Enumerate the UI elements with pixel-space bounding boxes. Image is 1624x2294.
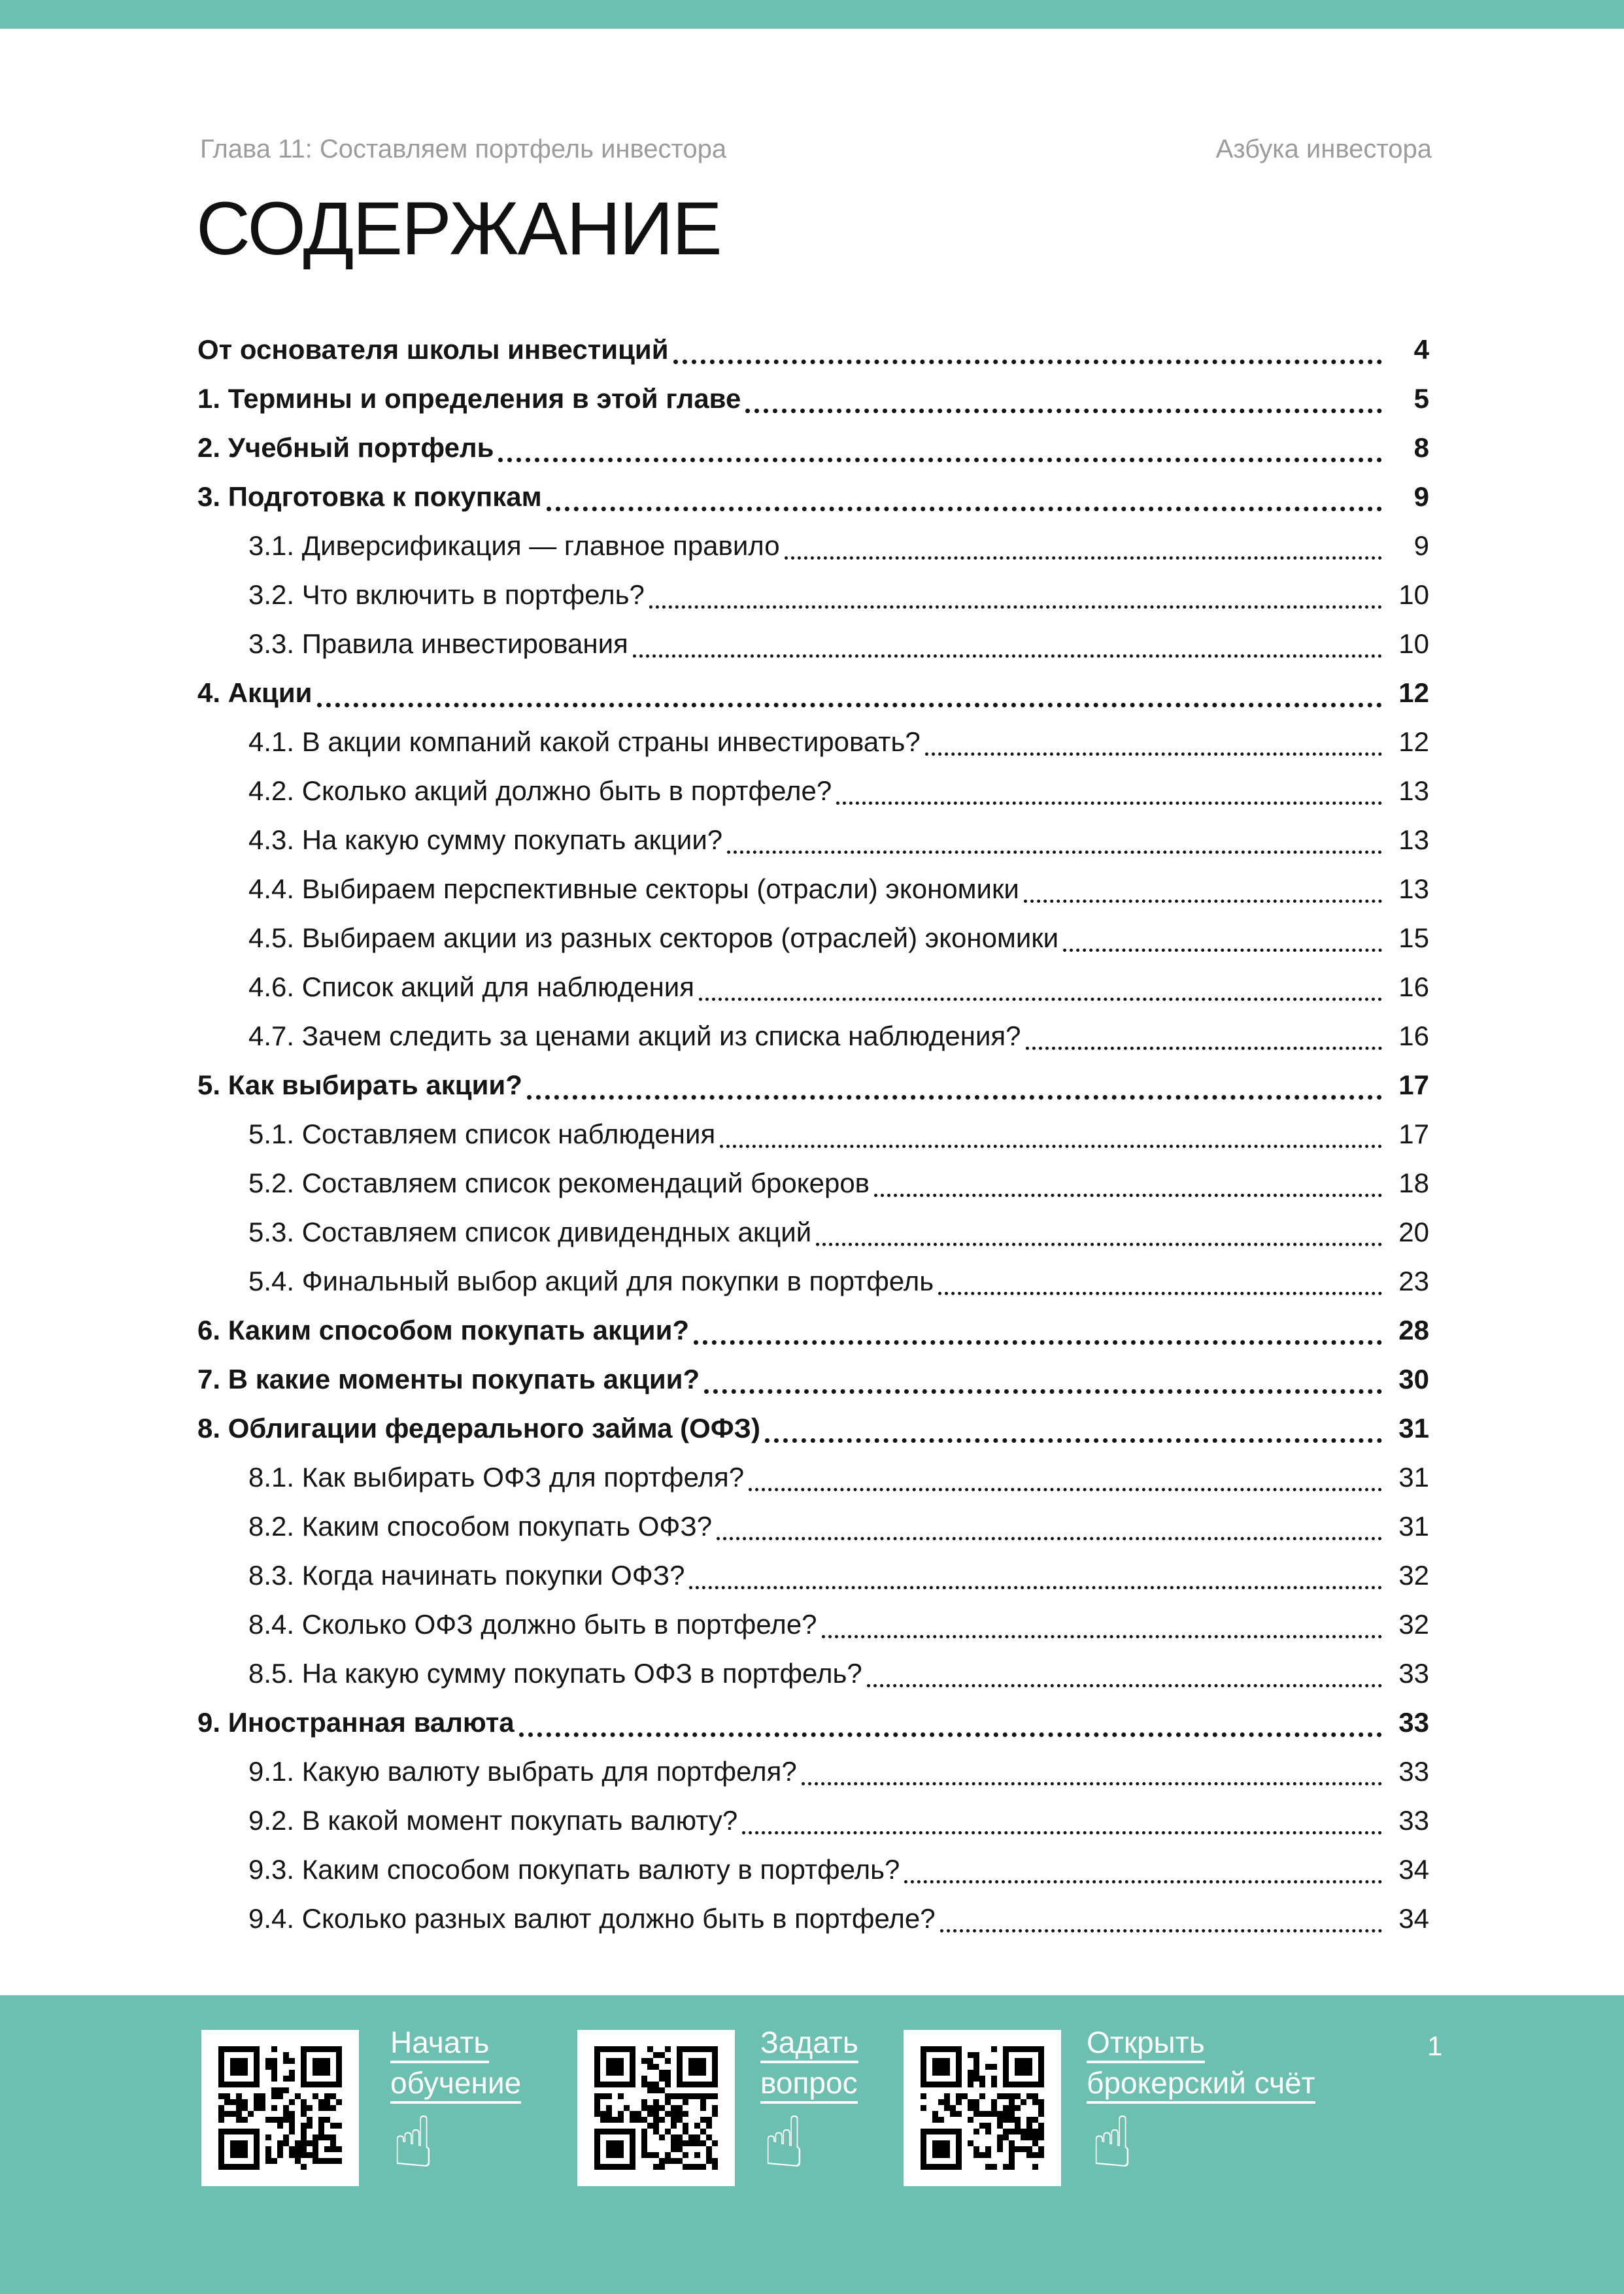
toc-entry-label: 8.5. На какую сумму покупать ОФЗ в портфель? [248, 1658, 862, 1689]
footer-link-start-learning[interactable] [390, 2027, 521, 2108]
toc-entry-label: 6. Каким способом покупать акции? [197, 1315, 690, 1345]
toc-entry-label: 3.3. Правила инвестирования [248, 628, 628, 659]
toc-entry-page-number: 34 [1398, 1854, 1429, 1885]
toc-entry-page-number: 10 [1398, 628, 1429, 659]
dot-leader [904, 1870, 1382, 1883]
toc-entry-label: От основателя школы инвестиций [197, 334, 669, 365]
toc-entry[interactable] [197, 1502, 1429, 1551]
toc-entry-page-number: 4 [1413, 334, 1429, 365]
dot-leader [633, 645, 1382, 658]
toc-entry-page-number: 18 [1398, 1168, 1429, 1198]
toc-entry-page-number: 12 [1398, 677, 1429, 708]
toc-entry[interactable] [197, 1796, 1429, 1845]
toc-entry-page-number: 28 [1398, 1315, 1429, 1345]
dot-leader [673, 351, 1382, 364]
toc-entry-page-number: 16 [1398, 971, 1429, 1002]
dot-leader [802, 1772, 1382, 1785]
toc-entry[interactable] [197, 1404, 1429, 1453]
toc-entry[interactable] [197, 962, 1429, 1011]
toc-entry-label: 3.1. Диверсификация — главное правило [248, 530, 780, 561]
footer-link-line: вопрос [760, 2068, 858, 2104]
toc-entry-label: 5.1. Составляем список наблюдения [248, 1119, 716, 1149]
toc-entry[interactable] [197, 766, 1429, 815]
dot-leader [699, 988, 1382, 1001]
dot-leader [749, 1478, 1382, 1491]
toc-entry-page-number: 16 [1398, 1020, 1429, 1051]
toc-entry-label: 9.2. В какой момент покупать валюту? [248, 1805, 738, 1836]
toc-entry[interactable] [197, 1207, 1429, 1257]
footer-link-line: брокерский счёт [1087, 2068, 1315, 2104]
toc-entry-label: 3. Подготовка к покупкам [197, 481, 542, 512]
footer-link-line: Начать [390, 2027, 489, 2063]
toc-entry[interactable] [197, 1747, 1429, 1796]
toc-entry-page-number: 9 [1413, 481, 1429, 512]
toc-entry[interactable] [197, 864, 1429, 913]
dot-leader [527, 1087, 1382, 1100]
footer-link-open-brokerage-account[interactable] [1087, 2027, 1315, 2108]
dot-leader [836, 792, 1382, 805]
toc-entry[interactable] [197, 1845, 1429, 1894]
footer-link-ask-question[interactable] [760, 2027, 858, 2108]
toc-entry-page-number: 10 [1398, 579, 1429, 610]
toc-entry-label: 4.5. Выбираем акции из разных секторов (отраслей) экономики [248, 922, 1059, 953]
toc-entry-page-number: 15 [1398, 922, 1429, 953]
toc-entry-label: 4.7. Зачем следить за ценами акций из списка наблюдения? [248, 1020, 1021, 1051]
dot-leader [742, 1821, 1382, 1834]
dot-leader [689, 1576, 1382, 1589]
dot-leader [727, 841, 1382, 854]
toc-entry-page-number: 33 [1398, 1658, 1429, 1689]
toc-entry-page-number: 20 [1398, 1217, 1429, 1247]
dot-leader [874, 1184, 1382, 1197]
qr-code-open-brokerage-account [904, 2030, 1061, 2186]
toc-entry[interactable] [197, 570, 1429, 619]
toc-entry-page-number: 34 [1398, 1903, 1429, 1934]
dot-leader [1024, 890, 1382, 903]
toc-entry-label: 9.4. Сколько разных валют должно быть в портфеле? [248, 1903, 936, 1934]
toc-entry-label: 4. Акции [197, 677, 313, 708]
toc-entry[interactable] [197, 1060, 1429, 1109]
toc-entry[interactable] [197, 1011, 1429, 1060]
toc-entry[interactable] [197, 668, 1429, 717]
dot-leader [649, 596, 1382, 609]
toc-entry-page-number: 12 [1398, 726, 1429, 757]
toc-entry-label: 8.3. Когда начинать покупки ОФЗ? [248, 1560, 685, 1591]
toc-entry-page-number: 23 [1398, 1266, 1429, 1296]
page-number: 1 [1427, 2031, 1443, 2061]
dot-leader [867, 1674, 1382, 1687]
toc-entry[interactable] [197, 1894, 1429, 1943]
footer-link-line: обучение [390, 2068, 521, 2104]
toc-entry-label: 8.1. Как выбирать ОФЗ для портфеля? [248, 1462, 745, 1493]
footer-link-line: Задать [760, 2027, 858, 2063]
toc-entry-page-number: 32 [1398, 1560, 1429, 1591]
toc-entry-label: 1. Термины и определения в этой главе [197, 383, 741, 414]
dot-leader [717, 1527, 1382, 1540]
footer-link-line: Открыть [1087, 2027, 1205, 2063]
dot-leader [765, 1430, 1382, 1443]
toc-entry-page-number: 30 [1398, 1364, 1429, 1394]
toc-entry-page-number: 17 [1398, 1070, 1429, 1100]
toc-entry[interactable] [197, 472, 1429, 521]
toc-entry[interactable] [197, 1158, 1429, 1207]
dot-leader [1063, 939, 1382, 952]
toc-entry-page-number: 33 [1398, 1707, 1429, 1738]
toc-entry-label: 4.6. Список акций для наблюдения [248, 971, 695, 1002]
toc-entry[interactable] [197, 913, 1429, 962]
toc-entry-page-number: 9 [1413, 530, 1429, 561]
dot-leader [694, 1332, 1382, 1345]
toc-entry-label: 5.3. Составляем список дивидендных акций [248, 1217, 812, 1247]
page-title: СОДЕРЖАНИЕ [196, 187, 721, 271]
toc-entry-page-number: 33 [1398, 1756, 1429, 1787]
toc-entry[interactable] [197, 1355, 1429, 1404]
dot-leader [816, 1233, 1382, 1246]
toc-entry[interactable] [197, 1551, 1429, 1600]
toc-entry-page-number: 33 [1398, 1805, 1429, 1836]
toc-entry-page-number: 8 [1413, 432, 1429, 463]
running-header-book-title: Азбука инвестора [1215, 135, 1432, 163]
dot-leader [925, 743, 1382, 756]
toc-entry[interactable] [197, 1109, 1429, 1158]
toc-entry[interactable] [197, 1649, 1429, 1698]
table-of-contents [197, 325, 1429, 1943]
toc-entry-label: 2. Учебный портфель [197, 432, 494, 463]
toc-entry-label: 7. В какие моменты покупать акции? [197, 1364, 700, 1394]
toc-entry[interactable] [197, 1698, 1429, 1747]
toc-entry-page-number: 31 [1398, 1413, 1429, 1443]
toc-entry-page-number: 31 [1398, 1462, 1429, 1493]
qr-code-ask-question [577, 2030, 735, 2186]
toc-entry-page-number: 5 [1413, 383, 1429, 414]
dot-leader [745, 400, 1382, 413]
toc-entry-label: 5. Как выбирать акции? [197, 1070, 522, 1100]
toc-entry-label: 4.2. Сколько акций должно быть в портфеле? [248, 775, 832, 806]
toc-entry[interactable] [197, 374, 1429, 423]
running-header-chapter: Глава 11: Составляем портфель инвестора [200, 135, 727, 163]
toc-entry[interactable] [197, 717, 1429, 766]
toc-entry-label: 4.3. На какую сумму покупать акции? [248, 824, 723, 855]
toc-entry-label: 4.4. Выбираем перспективные секторы (отрасли) экономики [248, 873, 1019, 904]
toc-entry-label: 4.1. В акции компаний какой страны инвестировать? [248, 726, 921, 757]
dot-leader [940, 1919, 1382, 1932]
dot-leader [519, 1724, 1382, 1737]
toc-entry[interactable] [197, 325, 1429, 374]
dot-leader [938, 1282, 1382, 1295]
dot-leader [547, 498, 1382, 511]
toc-entry[interactable] [197, 619, 1429, 668]
toc-entry-label: 3.2. Что включить в портфель? [248, 579, 645, 610]
toc-entry[interactable] [197, 1453, 1429, 1502]
toc-entry-label: 5.2. Составляем список рекомендаций брокеров [248, 1168, 870, 1198]
toc-entry[interactable] [197, 1306, 1429, 1355]
toc-entry[interactable] [197, 423, 1429, 472]
toc-entry-page-number: 32 [1398, 1609, 1429, 1640]
toc-entry-page-number: 13 [1398, 775, 1429, 806]
toc-entry-label: 8.2. Каким способом покупать ОФЗ? [248, 1511, 713, 1542]
dot-leader [1026, 1037, 1382, 1050]
dot-leader [704, 1381, 1382, 1394]
toc-entry-page-number: 13 [1398, 824, 1429, 855]
toc-entry-page-number: 17 [1398, 1119, 1429, 1149]
toc-entry[interactable] [197, 1600, 1429, 1649]
toc-entry[interactable] [197, 1257, 1429, 1306]
pointing-hand-icon: ☝ [762, 2102, 805, 2184]
qr-code-start-learning [201, 2030, 359, 2186]
top-accent-bar [0, 0, 1624, 29]
toc-entry-label: 9. Иностранная валюта [197, 1707, 515, 1738]
footer [0, 1995, 1624, 2294]
pointing-hand-icon: ☝ [392, 2102, 435, 2184]
toc-entry-label: 8. Облигации федерального займа (ОФЗ) [197, 1413, 760, 1443]
toc-entry-label: 9.3. Каким способом покупать валюту в портфель? [248, 1854, 900, 1885]
toc-entry-label: 9.1. Какую валюту выбрать для портфеля? [248, 1756, 797, 1787]
dot-leader [317, 694, 1382, 707]
toc-entry[interactable] [197, 815, 1429, 864]
toc-entry-page-number: 31 [1398, 1511, 1429, 1542]
dot-leader [498, 449, 1382, 462]
toc-entry-label: 5.4. Финальный выбор акций для покупки в портфель [248, 1266, 934, 1296]
dot-leader [822, 1625, 1382, 1638]
dot-leader [785, 547, 1382, 560]
dot-leader [720, 1135, 1382, 1148]
toc-entry-page-number: 13 [1398, 873, 1429, 904]
toc-entry[interactable] [197, 521, 1429, 570]
toc-entry-label: 8.4. Сколько ОФЗ должно быть в портфеле? [248, 1609, 817, 1640]
pointing-hand-icon: ☝ [1091, 2102, 1134, 2184]
